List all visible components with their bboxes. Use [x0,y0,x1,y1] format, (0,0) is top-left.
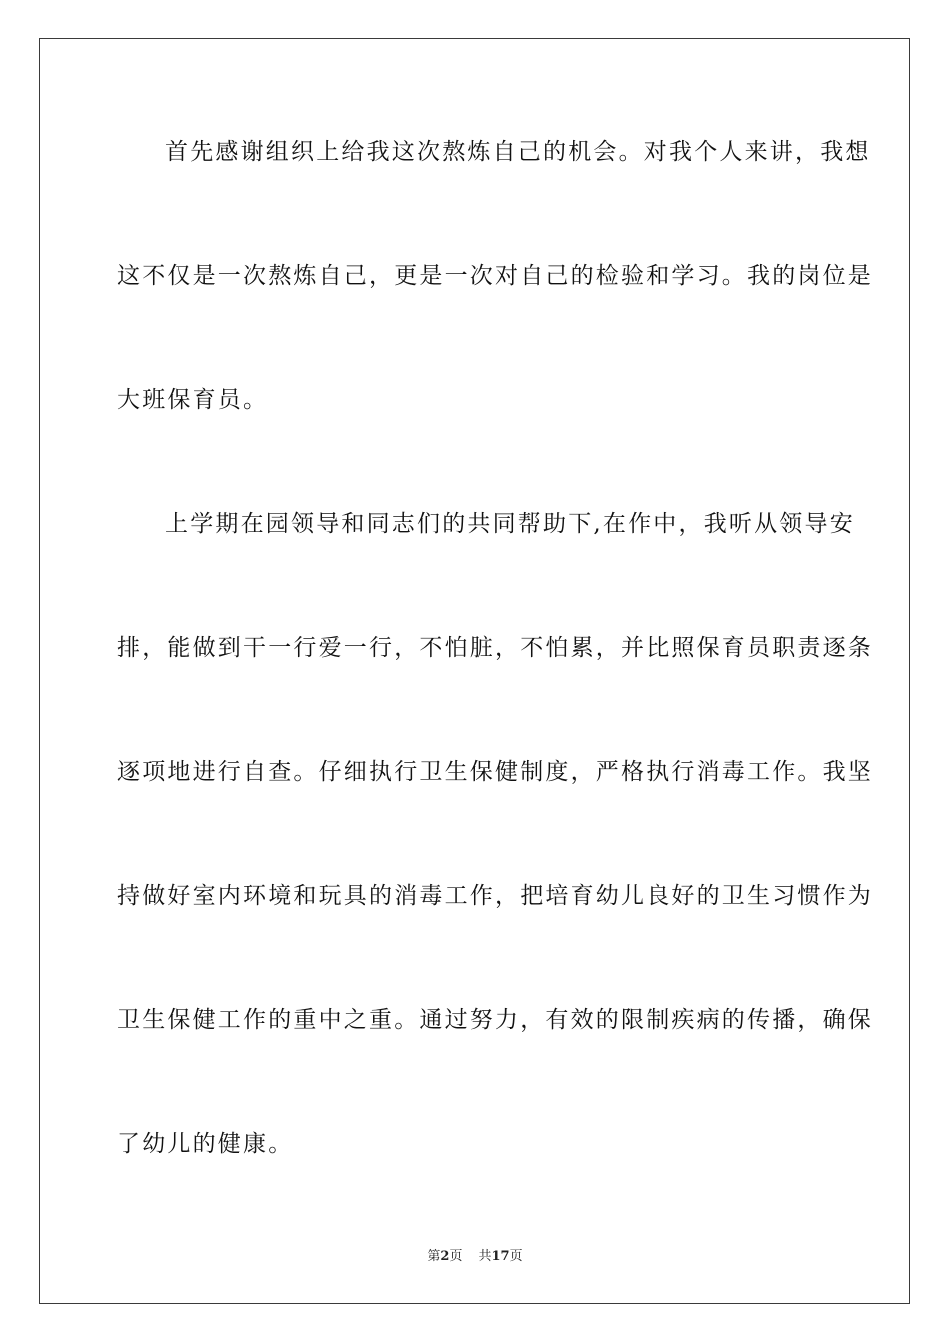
footer-page-number: 2 [440,1249,450,1264]
footer-page-prefix: 第 [427,1249,441,1264]
footer-total-pages: 17 [491,1249,510,1264]
paragraph-1-line-1: 首先感谢组织上给我这次熬炼自己的机会。对我个人来讲，我想 [165,139,871,165]
paragraph-2-line-3: 逐项地进行自查。仔细执行卫生保健制度，严格执行消毒工作。我坚 [117,759,873,785]
paragraph-2-line-1: 上学期在园领导和同志们的共同帮助下,在作中，我听从领导安 [165,511,855,537]
paragraph-2-line-6: 了幼儿的健康。 [117,1131,294,1157]
footer-total-prefix: 共 [478,1249,492,1264]
paragraph-2-line-5: 卫生保健工作的重中之重。通过努力，有效的限制疾病的传播，确保 [117,1007,873,1033]
paragraph-1-line-3: 大班保育员。 [117,387,269,413]
footer-total-suffix: 页 [509,1249,523,1264]
paragraph-2-line-2: 排，能做到干一行爱一行，不怕脏，不怕累，并比照保育员职责逐条 [117,635,873,661]
page-footer [0,1248,950,1266]
paragraph-1-line-2: 这不仅是一次熬炼自己，更是一次对自己的检验和学习。我的岗位是 [117,263,873,289]
page-border [39,38,910,1304]
footer-page-suffix: 页 [449,1249,463,1264]
paragraph-2-line-4: 持做好室内环境和玩具的消毒工作，把培育幼儿良好的卫生习惯作为 [117,883,873,909]
